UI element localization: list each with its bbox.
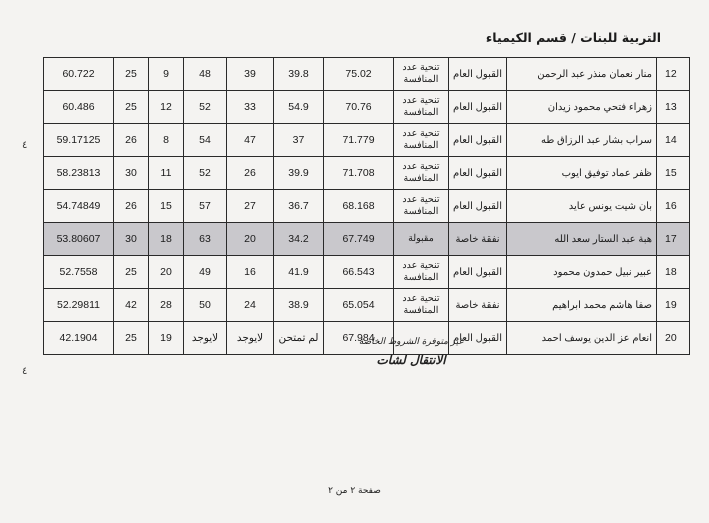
average-cell: 75.02 [324, 58, 394, 91]
score-cell: 50 [184, 289, 227, 322]
average-cell: 71.708 [324, 157, 394, 190]
page-number: صفحة ٢ من ٢ [328, 486, 381, 496]
row-number-cell: 19 [657, 289, 690, 322]
score-cell: 63 [184, 223, 227, 256]
admission-channel-cell: نفقة خاصة [449, 289, 507, 322]
status-cell: تنحية عدد المنافسة [394, 190, 449, 223]
score-cell: 25 [114, 256, 149, 289]
status-cell: تنحية عدد المنافسة [394, 157, 449, 190]
score-cell: 9 [149, 58, 184, 91]
admission-channel-cell: القبول العام [449, 157, 507, 190]
score-cell: 37 [274, 124, 324, 157]
score-cell: 12 [149, 91, 184, 124]
score-cell: 25 [114, 91, 149, 124]
score-cell: 16 [227, 256, 274, 289]
table-row [44, 91, 690, 124]
score-cell: 8 [149, 124, 184, 157]
score-cell: 11 [149, 157, 184, 190]
score-cell: 41.9 [274, 256, 324, 289]
status-cell: تنحية عدد المنافسة [394, 256, 449, 289]
student-name-cell: صفا هاشم محمد ابراهيم [507, 289, 657, 322]
score-cell: لايوجد [184, 322, 227, 355]
results-table [43, 57, 690, 355]
admission-channel-cell: القبول العام [449, 124, 507, 157]
student-name-cell: عبير نبيل حمدون محمود [507, 256, 657, 289]
score-cell: 57 [184, 190, 227, 223]
handwritten-signature [345, 336, 477, 366]
score-cell: 15 [149, 190, 184, 223]
table-row [44, 58, 690, 91]
signature-name: الانتقال لشات [376, 353, 446, 367]
total-cell: 60.722 [44, 58, 114, 91]
row-number-cell: 13 [657, 91, 690, 124]
student-name-cell: ظفر عماد توفيق ايوب [507, 157, 657, 190]
score-cell: 24 [227, 289, 274, 322]
student-name-cell: سراب بشار عبد الرزاق طه [507, 124, 657, 157]
score-cell: 39 [227, 58, 274, 91]
row-number-cell: 12 [657, 58, 690, 91]
score-cell: 26 [227, 157, 274, 190]
score-cell: 54.9 [274, 91, 324, 124]
score-cell: 20 [149, 256, 184, 289]
admission-channel-cell: القبول العام [449, 190, 507, 223]
score-cell: 52 [184, 157, 227, 190]
admission-channel-cell: القبول العام [449, 58, 507, 91]
status-cell: تنحية عدد المنافسة [394, 289, 449, 322]
admission-channel-cell: القبول العام [449, 256, 507, 289]
table-row [44, 124, 690, 157]
margin-mark: ٤ [22, 140, 28, 151]
status-cell: تنحية عدد المنافسة [394, 91, 449, 124]
admission-channel-cell: القبول العام [449, 91, 507, 124]
score-cell: 33 [227, 91, 274, 124]
status-cell: تنحية عدد المنافسة [394, 58, 449, 91]
score-cell: لايوجد [227, 322, 274, 355]
score-cell: 38.9 [274, 289, 324, 322]
signature-note: غير متوفرة الشروط الخاصة [358, 337, 464, 347]
table-row [44, 157, 690, 190]
total-cell: 52.7558 [44, 256, 114, 289]
student-name-cell: هبة عبد الستار سعد الله [507, 223, 657, 256]
score-cell: 18 [149, 223, 184, 256]
student-name-cell: زهراء فتحي محمود زيدان [507, 91, 657, 124]
status-cell: تنحية عدد المنافسة [394, 124, 449, 157]
admission-channel-cell: القبول العام [449, 322, 507, 355]
average-cell: 67.749 [324, 223, 394, 256]
score-cell: 27 [227, 190, 274, 223]
table-row [44, 223, 690, 256]
score-cell: 25 [114, 322, 149, 355]
total-cell: 58.23813 [44, 157, 114, 190]
score-cell: 39.8 [274, 58, 324, 91]
score-cell: 42 [114, 289, 149, 322]
row-number-cell: 20 [657, 322, 690, 355]
score-cell: 52 [184, 91, 227, 124]
score-cell: 19 [149, 322, 184, 355]
average-cell: 66.543 [324, 256, 394, 289]
admission-channel-cell: نفقة خاصة [449, 223, 507, 256]
average-cell: 70.76 [324, 91, 394, 124]
score-cell: 30 [114, 157, 149, 190]
row-number-cell: 16 [657, 190, 690, 223]
table-row [44, 190, 690, 223]
score-cell: 25 [114, 58, 149, 91]
score-cell: 39.9 [274, 157, 324, 190]
student-name-cell: بان شيت يونس عايد [507, 190, 657, 223]
table-row [44, 289, 690, 322]
score-cell: 26 [114, 190, 149, 223]
status-cell: مقبولة [394, 223, 449, 256]
row-number-cell: 18 [657, 256, 690, 289]
total-cell: 52.29811 [44, 289, 114, 322]
score-cell: 26 [114, 124, 149, 157]
score-cell: لم تمتحن [274, 322, 324, 355]
total-cell: 59.17125 [44, 124, 114, 157]
score-cell: 20 [227, 223, 274, 256]
score-cell: 54 [184, 124, 227, 157]
margin-mark: ٤ [22, 366, 28, 377]
total-cell: 60.486 [44, 91, 114, 124]
score-cell: 30 [114, 223, 149, 256]
average-cell: 65.054 [324, 289, 394, 322]
student-name-cell: منار نعمان منذر عبد الرحمن [507, 58, 657, 91]
total-cell: 53.80607 [44, 223, 114, 256]
average-cell: 67.984 [324, 322, 394, 355]
student-name-cell: انعام عز الدين يوسف احمد [507, 322, 657, 355]
score-cell: 36.7 [274, 190, 324, 223]
average-cell: 68.168 [324, 190, 394, 223]
total-cell: 42.1904 [44, 322, 114, 355]
score-cell: 28 [149, 289, 184, 322]
score-cell: 48 [184, 58, 227, 91]
page-title: التربية للبنات / قسم الكيمياء [485, 30, 661, 45]
table-row [44, 256, 690, 289]
average-cell: 71.779 [324, 124, 394, 157]
total-cell: 54.74849 [44, 190, 114, 223]
score-cell: 47 [227, 124, 274, 157]
row-number-cell: 15 [657, 157, 690, 190]
row-number-cell: 14 [657, 124, 690, 157]
score-cell: 49 [184, 256, 227, 289]
score-cell: 34.2 [274, 223, 324, 256]
row-number-cell: 17 [657, 223, 690, 256]
